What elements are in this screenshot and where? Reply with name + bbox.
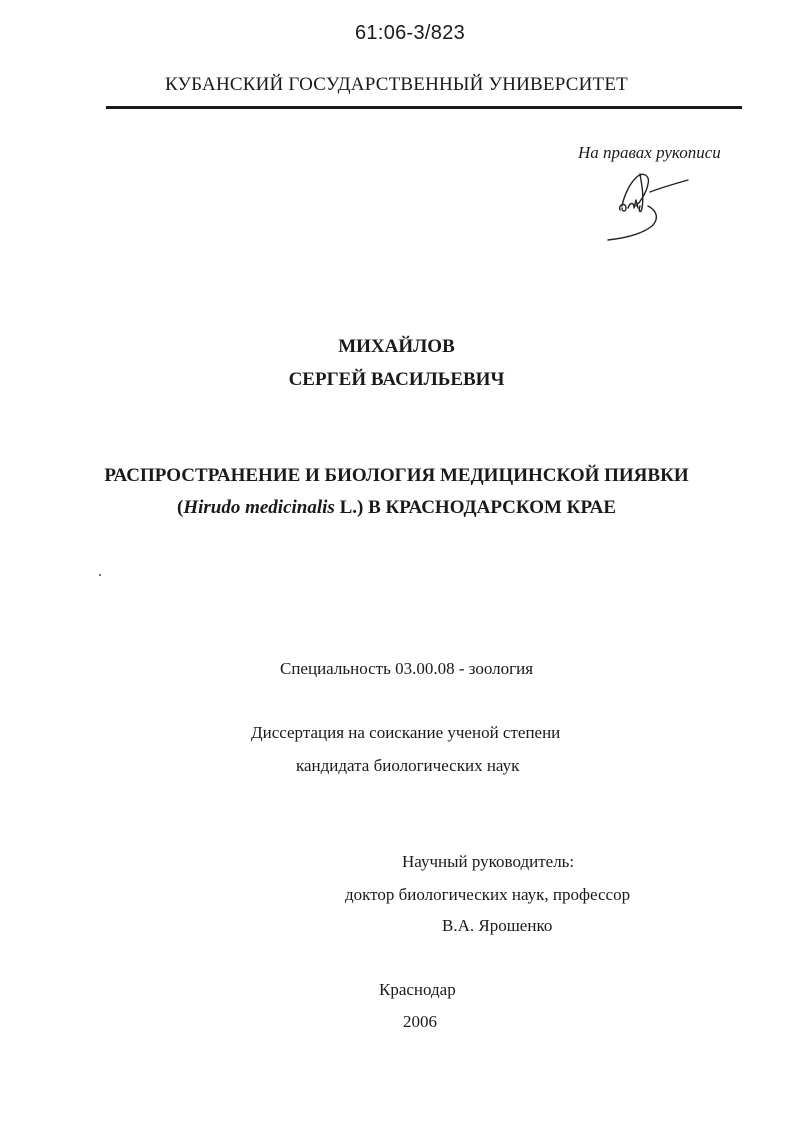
title-line-2-rest: L.) В КРАСНОДАРСКОМ КРАЕ xyxy=(334,497,617,518)
specialty-line: Специальность 03.00.08 - зоология xyxy=(280,659,534,678)
author-given-names: СЕРГЕЙ ВАСИЛЬЕВИЧ xyxy=(288,369,505,390)
city: Краснодар xyxy=(379,980,456,999)
signature-tail xyxy=(608,206,656,240)
supervisor-name: В.А. Ярошенко xyxy=(442,916,553,935)
dissertation-line-2: кандидата биологических наук xyxy=(296,756,520,775)
author-surname: МИХАЙЛОВ xyxy=(338,336,455,357)
thesis-title-line-2 xyxy=(0,497,793,519)
supervisor-degree: доктор биологических наук, профессор xyxy=(345,885,631,904)
thesis-title-line-1: РАСПРОСТРАНЕНИЕ И БИОЛОГИЯ МЕДИЦИНСКОЙ ПИЯВКИ xyxy=(104,465,689,486)
header-divider xyxy=(106,106,742,109)
signature-cross xyxy=(650,180,688,192)
university-name: КУБАНСКИЙ ГОСУДАРСТВЕННЫЙ УНИВЕРСИТЕТ xyxy=(165,74,628,95)
year: 2006 xyxy=(403,1012,437,1031)
scan-speck xyxy=(99,574,101,576)
manuscript-note: На правах рукописи xyxy=(578,143,721,162)
dissertation-line-1: Диссертация на соискание ученой степени xyxy=(251,723,561,742)
species-latin-name: Hirudo medicinalis xyxy=(183,497,335,518)
handwritten-signature-icon xyxy=(600,162,700,244)
title-open-paren: ( xyxy=(176,497,184,518)
signature-stem xyxy=(639,174,643,212)
archive-stamp: 61:06-3/823 xyxy=(355,22,466,44)
supervisor-heading: Научный руководитель: xyxy=(402,852,575,871)
